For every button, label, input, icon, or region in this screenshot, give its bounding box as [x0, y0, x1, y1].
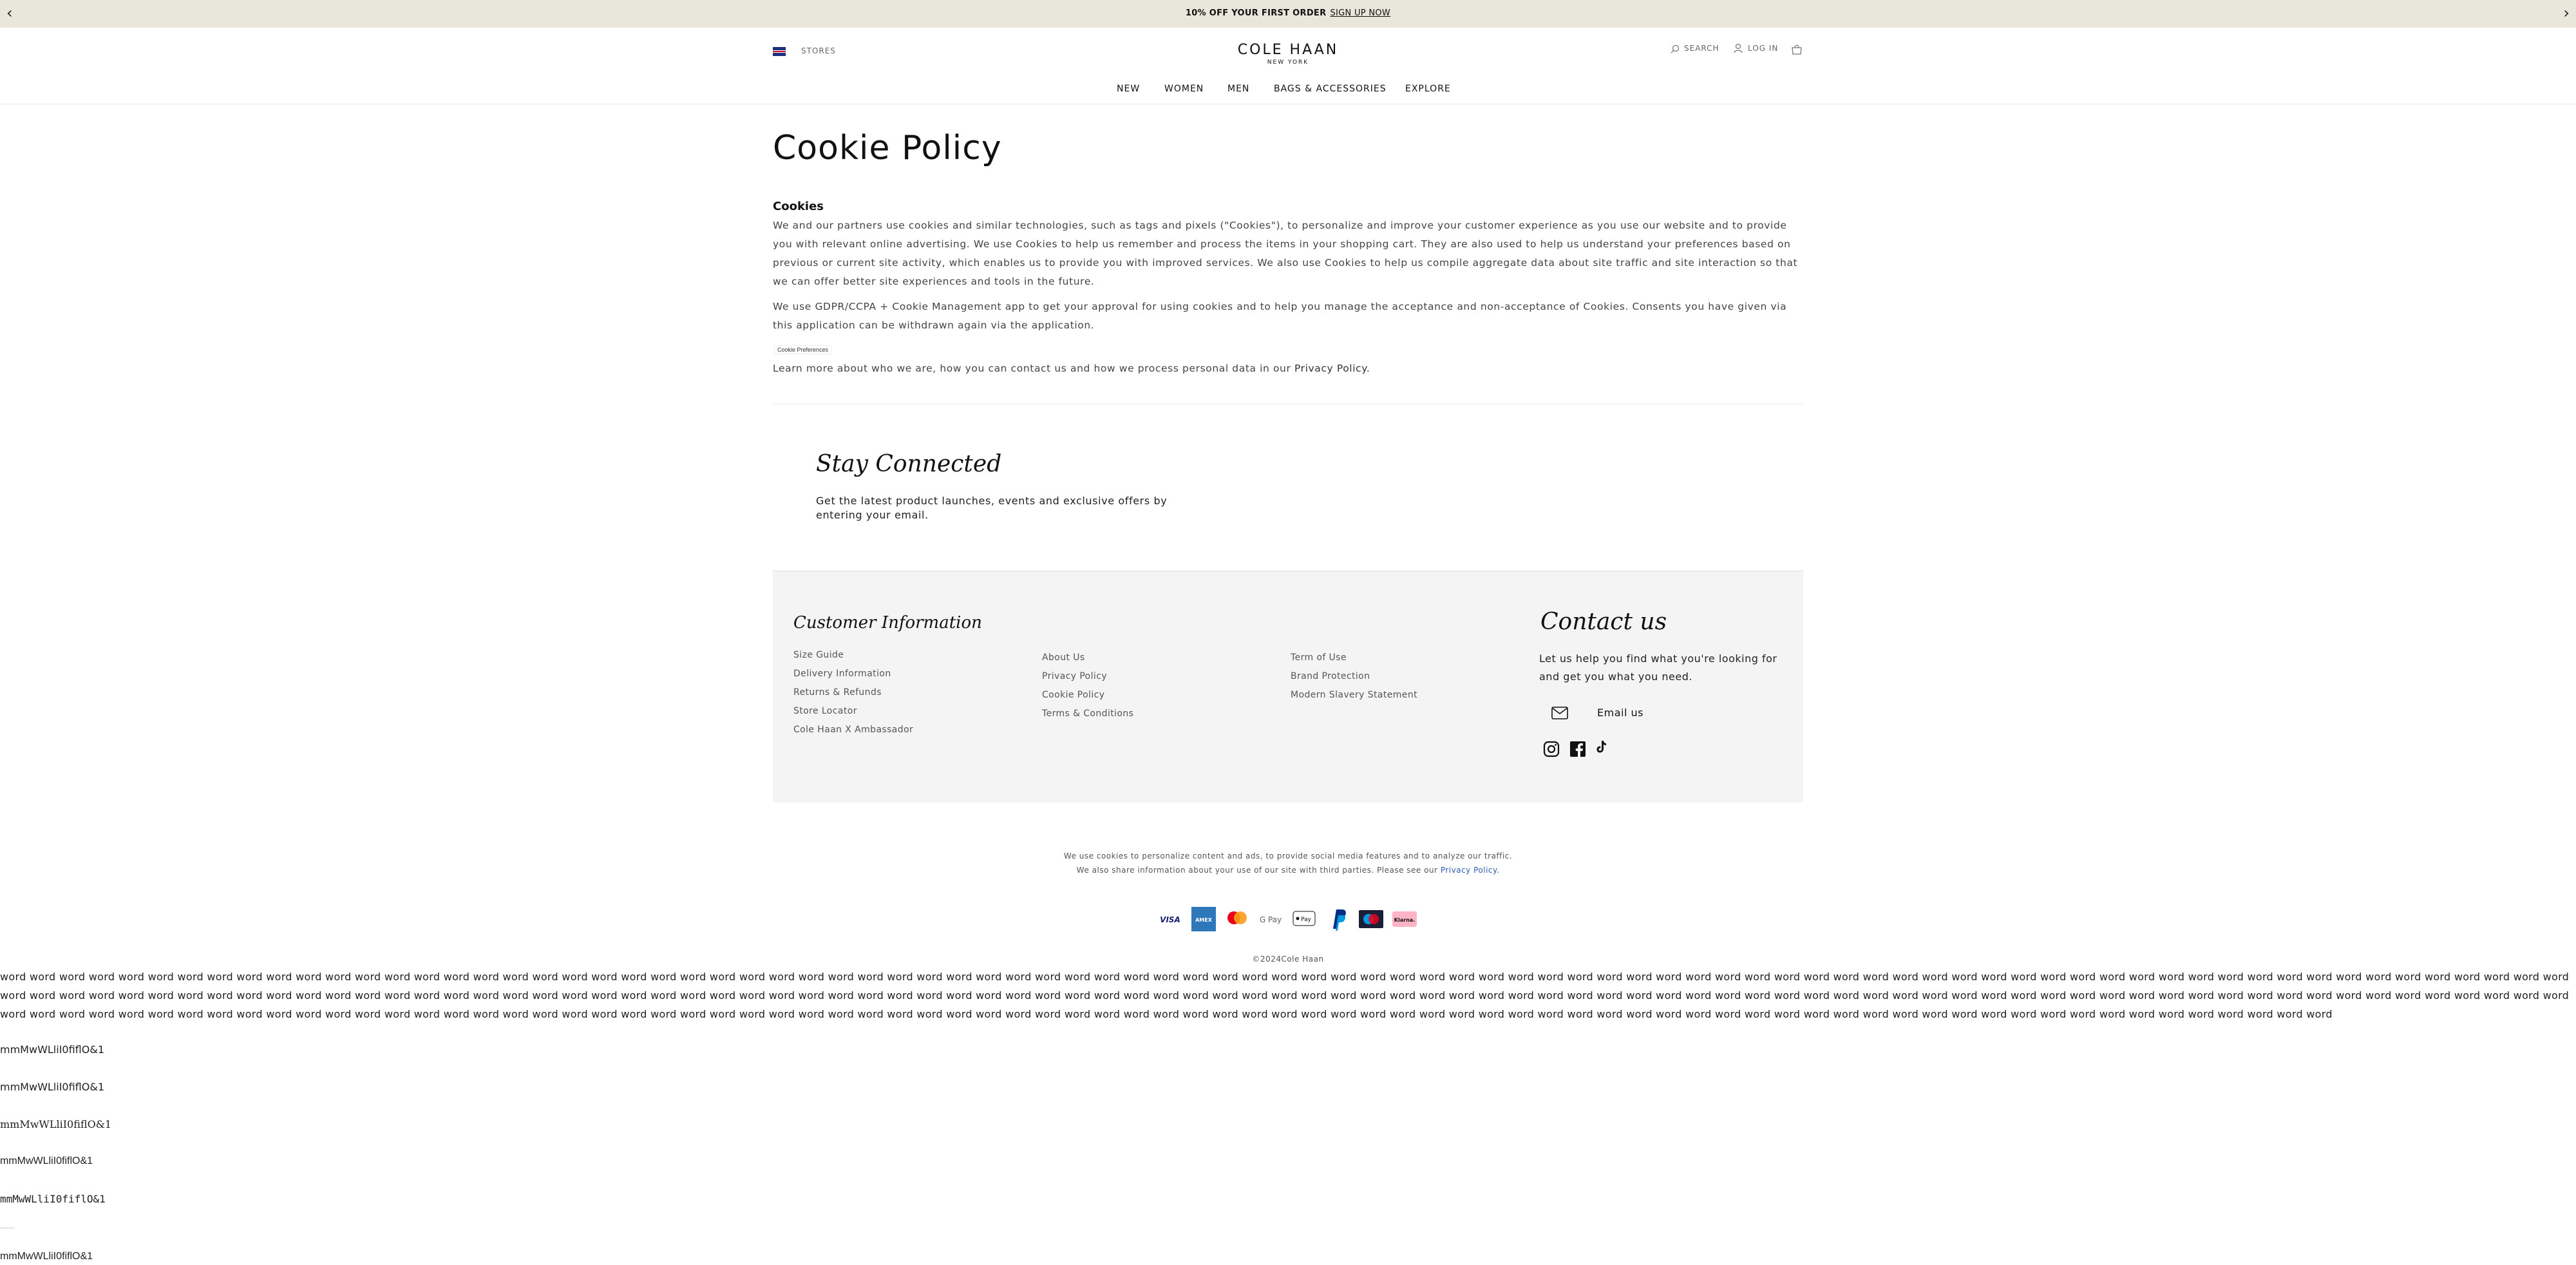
logo-wordmark: COLE HAAN — [1237, 42, 1339, 58]
footer-link-size-guide[interactable]: Size Guide — [793, 650, 844, 660]
footer-link-terms[interactable]: Terms & Conditions — [1042, 709, 1134, 719]
announcement-offer: 10% OFF YOUR FIRST ORDER — [1185, 8, 1327, 18]
font-probe-1: mmMwWLliI0fiflO&1 — [0, 1043, 104, 1056]
footer-column-3 — [1291, 652, 1417, 709]
font-probe-6: mmMwWLliI0fiflO&1 — [0, 1251, 93, 1262]
copyright: ©2024Cole Haan — [1252, 955, 1324, 964]
chevron-left-icon[interactable]: ‹ — [6, 4, 13, 22]
footer-link-brand-protection[interactable]: Brand Protection — [1291, 671, 1370, 681]
font-probe-3: mmMwWLliI0fiflO&1 — [0, 1118, 112, 1130]
stay-connected-title: Stay Connected — [816, 451, 1002, 477]
apple-pay-icon — [1291, 906, 1318, 932]
user-icon[interactable] — [1734, 43, 1743, 53]
email-us-link[interactable]: Email us — [1597, 707, 1643, 719]
contact-us-text: Let us help you find what you're looking for and get you what you need. — [1539, 652, 1777, 683]
cookie-notice-line-2 — [902, 863, 1674, 877]
uk-flag-icon[interactable] — [773, 47, 786, 56]
visa-icon — [1157, 906, 1184, 932]
section-heading: Cookies — [773, 200, 824, 213]
footer-link-delivery[interactable]: Delivery Information — [793, 669, 891, 679]
privacy-period: . — [1366, 363, 1370, 374]
page-title: Cookie Policy — [773, 129, 1002, 167]
facebook-icon[interactable] — [1569, 741, 1586, 757]
nav-explore[interactable]: EXPLORE — [1405, 84, 1451, 94]
site-header — [0, 28, 2576, 104]
search-link[interactable]: SEARCH — [1684, 44, 1719, 53]
cookie-notice-line-1: We use cookies to personalize content and ads, to provide social media features and to analyze our traffic. — [1063, 851, 1513, 861]
nav-women[interactable]: WOMEN — [1164, 84, 1204, 94]
cookies-paragraph-3 — [773, 359, 1803, 378]
nav-bags-accessories[interactable]: BAGS & ACCESSORIES — [1274, 84, 1387, 94]
mail-icon[interactable] — [1551, 707, 1568, 719]
footer-panel — [773, 571, 1803, 803]
login-link[interactable]: LOG IN — [1748, 44, 1779, 53]
brand-logo[interactable] — [1191, 42, 1385, 66]
footer-column-2 — [1042, 652, 1133, 727]
shopping-bag-icon[interactable] — [1791, 44, 1803, 55]
footer-link-store-locator[interactable]: Store Locator — [793, 706, 857, 716]
footer-link-privacy[interactable]: Privacy Policy — [1042, 671, 1108, 681]
klarna-icon — [1391, 906, 1418, 932]
footer-link-term-of-use[interactable]: Term of Use — [1291, 652, 1347, 663]
contact-us-title: Contact us — [1540, 609, 1667, 635]
nav-men[interactable]: MEN — [1227, 84, 1250, 94]
footer-link-modern-slavery[interactable]: Modern Slavery Statement — [1291, 690, 1417, 700]
cookies-paragraph-2: We use GDPR/CCPA + Cookie Management app to get your approval for using cookies and to help you manage the acceptance and non-acceptance of Cookies. Consents you have given via this application can be withdrawn again via the application. — [773, 301, 1787, 331]
search-icon[interactable] — [1671, 44, 1680, 53]
font-probe-5: mmMwWLliI0fiflO&1 — [0, 1193, 106, 1205]
chevron-right-icon[interactable]: › — [2563, 4, 2570, 22]
footer-column-1 — [793, 650, 913, 743]
google-pay-icon — [1257, 906, 1284, 932]
announcement-bar — [0, 0, 2576, 28]
tiktok-icon[interactable] — [1596, 739, 1607, 754]
filler-text: word word word word word word word word word word word word word word word word word word word word word word word word word word word word word word word word word word word word word word word word word word word word word word word word word word word word word word word word word word word word word word word word word word word word word word word word word word word word word word word word word word word word word word word word word word word word word word word word word word word word word word word word word word word word word word word word word word word word word word word word word word word word word word word word word word word word word word word word word word word word word word word word word word word word word word word word word word word word word word word word word word word word word word word word word word word word word word word word word word word word word word word word word word word word word word word word word word word word word word word word word word word word word word word word word word word word word word word word word word word word word word word word word word word word word word word word word word word word word word word word word word word word word word word word word word word word word — [0, 971, 2570, 1020]
maestro-icon — [1358, 906, 1385, 932]
nav-new[interactable]: NEW — [1117, 84, 1141, 94]
privacy-intro-text: Learn more about who we are, how you can contact us and how we process personal data in our — [773, 363, 1294, 374]
cookies-paragraph-1: We and our partners use cookies and similar technologies, such as tags and pixels ("Cookies"), to personalize and improve your customer experience as you use our website and to provide you with relevant online advertising. We use Cookies to help us remember and process the items in your shopping cart. They are also used to help us understand your preferences based on previous or current site activity, which enables us to provide you with improved services. We also use Cookies to help us compile aggregate data about site traffic and site interaction so that we can offer better site experiences and tools in the future. — [773, 220, 1798, 287]
footer-link-about[interactable]: About Us — [1042, 652, 1085, 663]
mastercard-icon — [1224, 906, 1251, 932]
payment-methods — [1157, 906, 1419, 932]
instagram-icon[interactable] — [1543, 741, 1560, 757]
paypal-icon — [1324, 906, 1351, 932]
visa-text: VISA — [1160, 915, 1180, 924]
klarna-text: Klarna. — [1394, 917, 1416, 923]
footer-link-cookie-policy[interactable]: Cookie Policy — [1042, 690, 1105, 700]
privacy-policy-link[interactable]: Privacy Policy — [1294, 363, 1367, 374]
cookie-preferences-button[interactable]: Cookie Preferences — [774, 345, 831, 354]
gpay-text: G Pay — [1259, 915, 1282, 924]
announcement-message — [0, 8, 2576, 18]
footer-link-ambassador[interactable]: Cole Haan X Ambassador — [793, 725, 914, 735]
cookie-notice-privacy-link[interactable]: Privacy Policy. — [1440, 866, 1500, 875]
amex-text: AMEX — [1195, 917, 1212, 923]
font-probe-2: mmMwWLliI0fiflO&1 — [0, 1081, 104, 1093]
stores-link[interactable]: STORES — [801, 46, 836, 55]
footer-link-returns[interactable]: Returns & Refunds — [793, 687, 882, 698]
customer-information-title: Customer Information — [793, 613, 982, 632]
logo-subtitle: NEW YORK — [1267, 59, 1309, 66]
cookie-notice-text: We also share information about your use of our site with third parties. Please see our — [1076, 866, 1438, 875]
cookie-notice — [902, 849, 1674, 877]
signup-link[interactable]: SIGN UP NOW — [1330, 8, 1391, 18]
font-probe-4: mmMwWLliI0fiflO&1 — [0, 1156, 93, 1166]
amex-icon — [1190, 906, 1217, 932]
stay-connected-text: Get the latest product launches, events and exclusive offers by entering your email. — [816, 495, 1168, 521]
applepay-text: Pay — [1301, 917, 1311, 923]
